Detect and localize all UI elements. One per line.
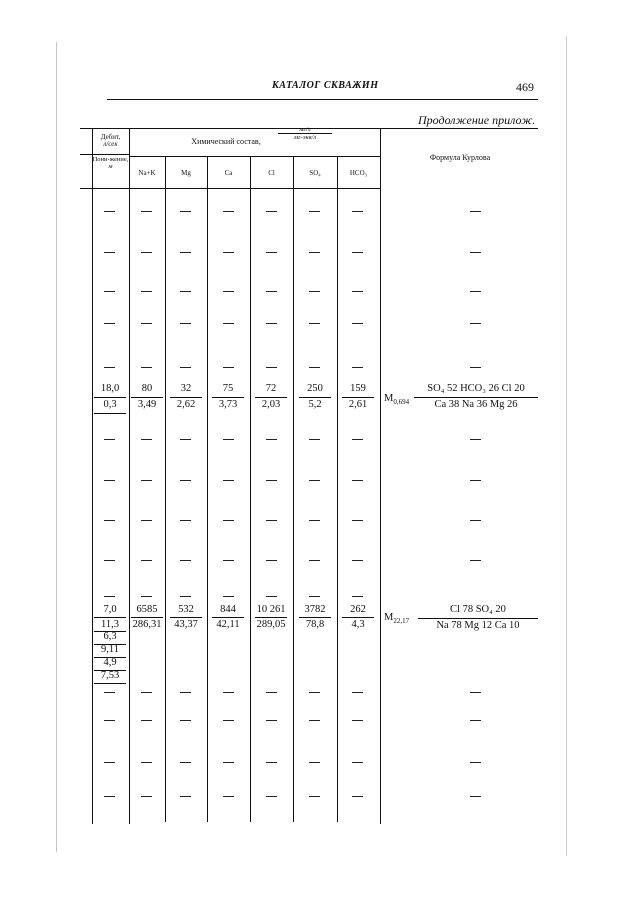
header-col-hco3: HCO₃ <box>349 169 368 177</box>
col-rule-nak <box>165 156 166 822</box>
row2-drawdown-3-rule <box>94 683 126 684</box>
row2-ca-mg: 844 <box>220 604 236 615</box>
row1-so4-meq: 5,2 <box>308 399 322 410</box>
row1-nak-rule <box>131 397 163 398</box>
row1-cl-meq: 2,03 <box>261 399 281 410</box>
header-chem-composition: Химический состав, <box>191 137 261 146</box>
row2-ca-rule <box>212 617 244 618</box>
running-title: КАТАЛОГ СКВАЖИН <box>272 80 379 91</box>
col-rule-mg <box>207 156 208 822</box>
row2-drawdown: 11,3 <box>101 619 119 630</box>
row2-ca-meq: 42,11 <box>216 619 240 630</box>
row2-debit-3: 4,9 <box>103 657 117 668</box>
row1-drawdown-rule <box>94 413 126 414</box>
header-col-mg: Mg <box>181 169 191 177</box>
row1-so4-mg: 250 <box>307 383 323 394</box>
row2-cl-meq: 289,05 <box>256 619 286 630</box>
row1-ca-rule <box>212 397 244 398</box>
row2-mg-rule <box>170 617 202 618</box>
row1-nak-mg: 80 <box>141 383 153 394</box>
header-debit: Дебит, л/сек <box>100 133 121 149</box>
row2-kurlov-formula: $\frac{\text{Cl 78 SO₄ 20}}{Na 78 Mg 12 Ca 10}$ <box>418 605 538 631</box>
row2-nak-mg: 6585 <box>136 604 158 615</box>
row1-hco3-mg: 159 <box>350 383 366 394</box>
row1-mg-meq: 2,62 <box>176 399 196 410</box>
col-rule-ca <box>250 156 251 822</box>
page-number: 469 <box>516 80 534 94</box>
chem-subheader-rule <box>129 156 380 157</box>
row1-ca-mg: 75 <box>222 383 234 394</box>
row1-cl-mg: 72 <box>265 383 277 394</box>
row2-hco3-rule <box>342 617 374 618</box>
row2-nak-meq: 286,31 <box>132 619 162 630</box>
row1-mg-mg: 32 <box>180 383 192 394</box>
header-kurlov: Формула Курлова <box>429 153 491 162</box>
row1-debit-rule <box>94 397 126 398</box>
debit-divider-rule <box>80 154 129 155</box>
header-bottom-rule <box>80 188 380 189</box>
row2-debit-2: 6,3 <box>103 631 117 642</box>
row1-ca-meq: 3,73 <box>218 399 238 410</box>
continued-caption: Продолжение прилож. <box>418 113 536 127</box>
row1-cl-rule <box>255 397 287 398</box>
row2-drawdown-3: 7,53 <box>100 670 120 681</box>
row2-hco3-meq: 4,3 <box>351 619 365 630</box>
row2-kurlov-m: $M_{22,17}$ <box>384 612 410 626</box>
row2-so4-meq: 78,8 <box>305 619 325 630</box>
row1-debit: 18,0 <box>100 383 120 394</box>
header-col-ca: Ca <box>224 169 233 177</box>
row1-mg-rule <box>170 397 202 398</box>
col-rule-cl <box>293 156 294 822</box>
row1-hco3-rule <box>342 397 374 398</box>
header-drawdown: Пони-жение, м <box>92 156 129 170</box>
row2-mg-meq: 43,37 <box>174 619 198 630</box>
row2-nak-rule <box>131 617 163 618</box>
row2-so4-rule <box>299 617 331 618</box>
row1-kurlov-m: $M_{0,694}$ <box>384 393 410 407</box>
row1-nak-meq: 3,49 <box>137 399 157 410</box>
row1-drawdown: 0,3 <box>103 399 117 410</box>
row2-debit-rule <box>94 617 126 618</box>
header-col-so4: SO₄ <box>309 169 321 177</box>
col-rule-left <box>92 128 93 824</box>
row2-debit: 7,0 <box>103 604 117 615</box>
row1-so4-rule <box>299 397 331 398</box>
col-rule-debit <box>129 128 130 824</box>
row2-cl-rule <box>255 617 287 618</box>
header-col-nak: Na+K <box>138 169 156 177</box>
col-rule-so4 <box>337 156 338 822</box>
row1-kurlov-formula: SO₄ 52 HCO₃ 26 Cl 20 Ca 38 Na 36 Mg 26 <box>414 384 538 410</box>
col-rule-hco3 <box>380 128 381 824</box>
row2-drawdown-2: 9,11 <box>101 644 119 655</box>
row1-hco3-meq: 2,61 <box>348 399 368 410</box>
row2-so4-mg: 3782 <box>304 604 326 615</box>
header-col-cl: Cl <box>268 169 275 177</box>
row2-mg-mg: 532 <box>178 604 194 615</box>
row2-cl-mg: 10 261 <box>256 604 286 615</box>
header-chem-units: мг/л мг-экв/л <box>278 126 332 141</box>
row2-hco3-mg: 262 <box>350 604 366 615</box>
